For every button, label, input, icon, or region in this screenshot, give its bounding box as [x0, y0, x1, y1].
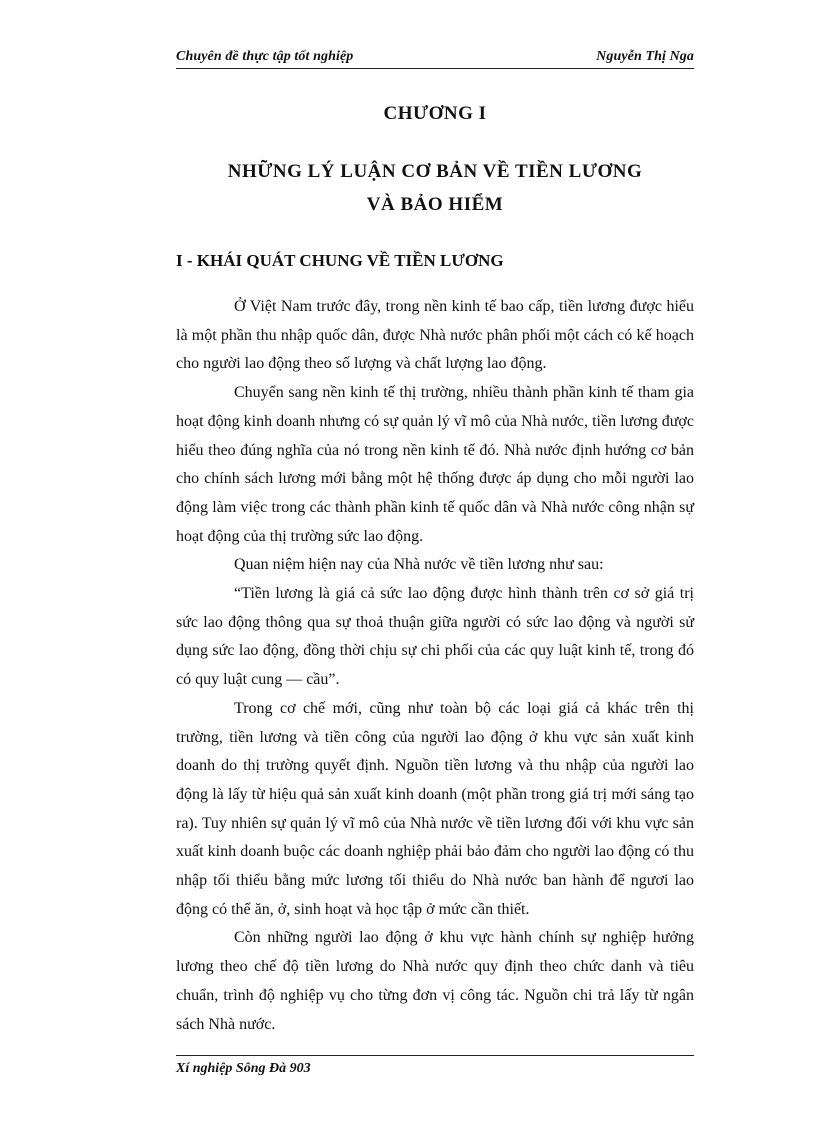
- chapter-number: CHƯƠNG I: [383, 103, 487, 124]
- footer-divider: [176, 1055, 694, 1056]
- chapter-title-line-2: VÀ BẢO HIỂM: [366, 194, 504, 215]
- chapter-title-line-1: NHỮNG LÝ LUẬN CƠ BẢN VỀ TIỀN LƯƠNG: [227, 161, 643, 182]
- page-header: [176, 46, 694, 69]
- paragraph: Quan niệm hiện nay của Nhà nước về tiền lương như sau:: [234, 556, 604, 574]
- paragraph: Chuyển sang nền kinh tế thị trường, nhiều thành phần kinh tế tham gia hoạt động kinh doanh nhưng có sự quản lý vĩ mô của Nhà nước, tiền lương được hiểu theo đúng nghĩa của nó trong nền kinh tế đó. Nhà nước định hướng cơ bản cho chính sách lương mới bằng một hệ thống được áp dụng cho mỗi người lao động làm việc trong các thành phần kinh tế quốc dân và Nhà nước công nhận sự hoạt động của thị trường sức lao động.: [176, 384, 694, 545]
- paragraph: Trong cơ chế mới, cũng như toàn bộ các loại giá cả khác trên thị trường, tiền lương và tiền công của người lao động ở khu vực sản xuất kinh doanh do thị trường quyết định. Nguồn tiền lương và thu nhập của người lao động là lấy từ hiệu quả sản xuất kinh doanh (một phần trong giá trị mới sáng tạo ra). Tuy nhiên sự quản lý vĩ mô của Nhà nước về tiền lương đối với khu vực sản xuất kinh doanh buộc các doanh nghiệp phải bảo đảm cho người lao động có thu nhập tối thiểu bằng mức lương tối thiểu do Nhà nước ban hành để ngươi lao động có thể ăn, ở, sinh hoạt và học tập ở mức cần thiết.: [176, 699, 694, 918]
- paragraph: “Tiền lương là giá cả sức lao động được hình thành trên cơ sở giá trị sức lao động thông qua sự thoả thuận giữa người có sức lao động và người sử dụng sức lao động, đồng thời chịu sự chi phối của các quy luật kinh tế, trong đó có quy luật cung — cầu”.: [176, 585, 694, 689]
- body-text: [176, 293, 694, 1039]
- header-document-title: Chuyên đề thực tập tốt nghiệp: [176, 49, 354, 64]
- paragraph: Còn những người lao động ở khu vực hành chính sự nghiệp hưởng lương theo chế độ tiền lương do Nhà nước quy định theo chức danh và tiêu chuẩn, trình độ nghiệp vụ cho từng đơn vị công tác. Nguồn chi trả lấy từ ngân sách Nhà nước.: [176, 929, 694, 1033]
- header-author: Nguyễn Thị Nga: [596, 49, 694, 64]
- paragraph: Ở Việt Nam trước đây, trong nền kinh tế bao cấp, tiền lương được hiểu là một phần thu nhập quốc dân, được Nhà nước phân phối một cách có kế hoạch cho người lao động theo số lượng và chất lượng lao động.: [176, 298, 694, 373]
- footer-organization: Xí nghiệp Sông Đà 903: [176, 1061, 311, 1076]
- section-heading: I - KHÁI QUÁT CHUNG VỀ TIỀN LƯƠNG: [176, 251, 504, 270]
- chapter-title: [176, 155, 694, 221]
